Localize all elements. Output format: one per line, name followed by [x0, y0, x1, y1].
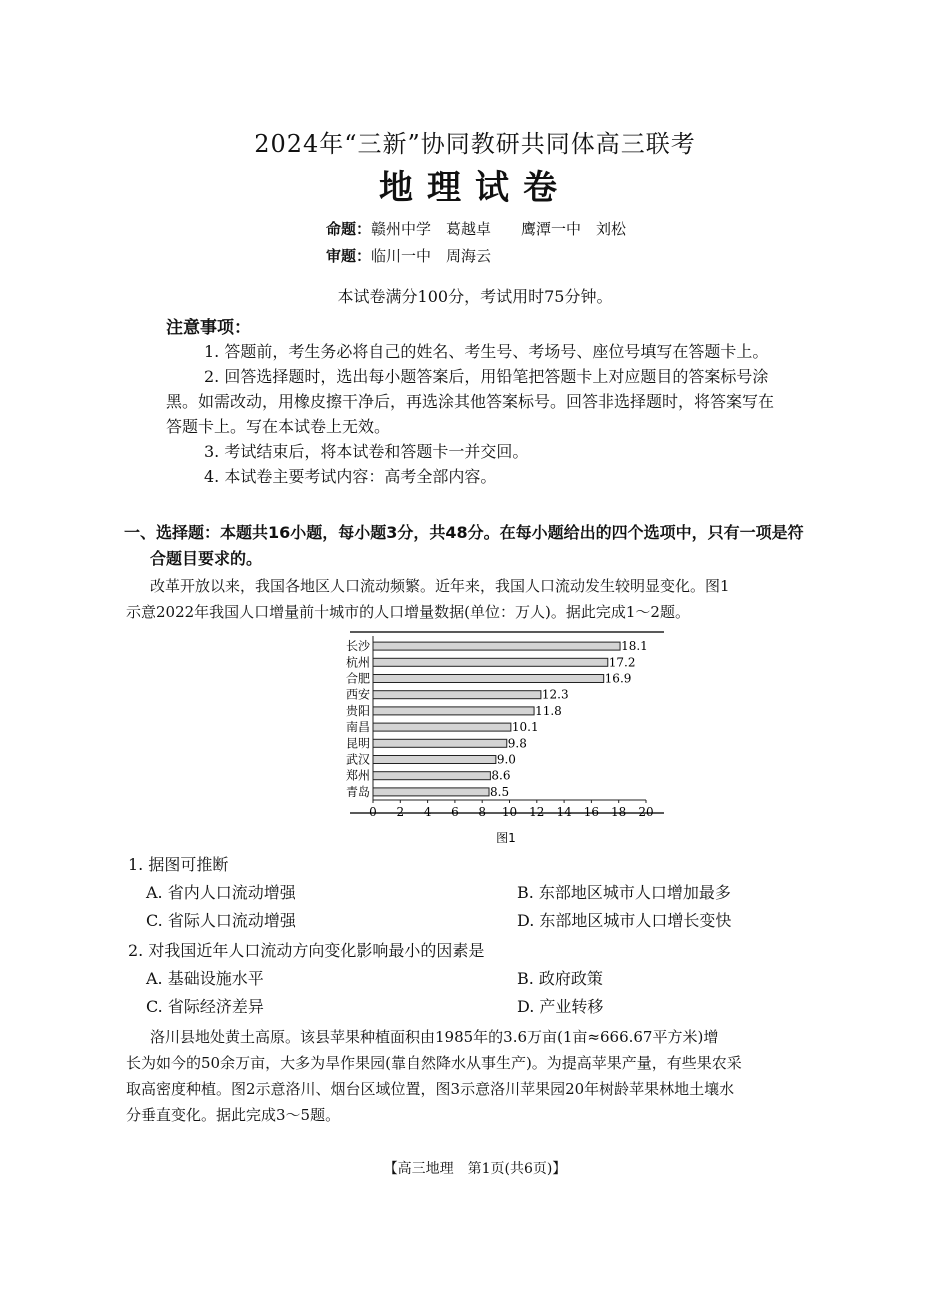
page-footer: 【高三地理 第1页(共6页)】	[383, 1161, 567, 1177]
reviewers-label: 审题：	[326, 247, 372, 265]
intro-line-1: 改革开放以来，我国各地区人口流动频繁。近年来，我国人口流动发生较明显变化。图1	[150, 577, 730, 595]
value-label: 12.3	[541, 687, 569, 702]
proposers-line	[326, 218, 626, 239]
x-tick-label: 14	[556, 805, 572, 819]
category-label: 昆明	[345, 736, 370, 751]
q2-option-b: B. 政府政策	[517, 969, 603, 988]
x-tick-label: 16	[583, 805, 600, 819]
bar	[373, 723, 511, 731]
q1-option-b: B. 东部地区城市人口增加最多	[517, 883, 731, 902]
x-tick-label: 4	[423, 805, 432, 819]
bar	[373, 691, 541, 699]
subject-title: 地理试卷	[379, 168, 571, 208]
category-label: 南昌	[345, 720, 370, 735]
chart-caption: 图1	[496, 831, 516, 843]
exam-title: 2024年“三新”协同教研共同体高三联考	[254, 130, 696, 158]
category-label: 合肥	[345, 671, 370, 686]
note-4: 4. 本试卷主要考试内容：高考全部内容。	[204, 467, 497, 486]
value-label: 8.5	[490, 784, 510, 799]
category-label: 贵阳	[345, 703, 370, 718]
bar	[373, 788, 489, 796]
q2-option-d: D. 产业转移	[517, 997, 604, 1016]
bar	[373, 707, 534, 715]
q1-option-d: D. 东部地区城市人口增长变快	[517, 911, 732, 930]
q2-option-c: C. 省际经济差异	[146, 997, 264, 1016]
value-label: 18.1	[621, 639, 648, 654]
category-label: 长沙	[345, 639, 370, 654]
section-heading-cont: 合题目要求的。	[150, 549, 263, 568]
note-1: 1. 答题前，考生务必将自己的姓名、考生号、考场号、座位号填写在答题卡上。	[204, 342, 769, 361]
bar	[373, 658, 608, 666]
proposers-label: 命题：	[326, 220, 372, 238]
intro-line-2: 示意2022年我国人口增量前十城市的人口增量数据(单位：万人)。据此完成1～2题。	[126, 603, 690, 621]
reviewers-line	[326, 245, 491, 266]
x-tick-label: 18	[611, 805, 627, 819]
x-tick-label: 20	[638, 805, 654, 819]
value-label: 11.8	[535, 703, 562, 718]
q2-option-a: A. 基础设施水平	[146, 969, 264, 988]
value-label: 17.2	[608, 655, 636, 670]
bar	[373, 675, 604, 683]
category-label: 郑州	[345, 768, 370, 783]
reviewers-names: 临川一中 周海云	[371, 247, 492, 265]
bar	[373, 772, 490, 780]
q1-option-c: C. 省际人口流动增强	[146, 911, 296, 930]
value-label: 10.1	[511, 720, 539, 735]
value-label: 16.9	[604, 671, 632, 686]
x-tick-label: 2	[396, 805, 405, 819]
x-tick-label: 8	[478, 805, 487, 819]
note-2: 2. 回答选择题时，选出每小题答案后，用铅笔把答题卡上对应题目的答案标号涂	[204, 367, 769, 386]
x-tick-label: 6	[451, 805, 459, 819]
passage2-line-3: 取高密度种植。图2示意洛川、烟台区域位置，图3示意洛川苹果园20年树龄苹果林地土壤水	[126, 1080, 735, 1098]
bar	[373, 739, 507, 747]
x-tick-label: 12	[529, 805, 545, 819]
q2-stem: 2. 对我国近年人口流动方向变化影响最小的因素是	[128, 941, 485, 960]
q1-stem: 1. 据图可推断	[128, 855, 229, 874]
category-label: 西安	[345, 687, 370, 702]
population-bar-chart	[320, 628, 670, 843]
q1-option-a: A. 省内人口流动增强	[146, 883, 296, 902]
exam-info: 本试卷满分100分，考试用时75分钟。	[337, 287, 613, 306]
category-label: 杭州	[345, 655, 370, 670]
x-tick-label: 0	[369, 805, 377, 819]
x-tick-label: 10	[501, 805, 518, 819]
notes-title: 注意事项：	[166, 318, 251, 338]
bar	[373, 756, 496, 764]
value-label: 8.6	[491, 768, 511, 783]
value-label: 9.8	[507, 736, 527, 751]
passage2-line-4: 分垂直变化。据此完成3～5题。	[126, 1106, 341, 1124]
passage2-line-2: 长为如今的50余万亩，大多为旱作果园(靠自然降水从事生产)。为提高苹果产量，有些果农采	[126, 1054, 742, 1072]
proposers-names: 赣州中学 葛越卓 鹰潭一中 刘松	[371, 220, 627, 238]
category-label: 武汉	[345, 752, 370, 767]
passage2-line-1: 洛川县地处黄土高原。该县苹果种植面积由1985年的3.6万亩(1亩≈666.67平方米)增	[150, 1028, 719, 1046]
note-2-cont2: 答题卡上。写在本试卷上无效。	[166, 417, 391, 436]
category-label: 青岛	[345, 784, 370, 799]
value-label: 9.0	[496, 752, 516, 767]
bar	[373, 642, 620, 650]
note-2-cont: 黑。如需改动，用橡皮擦干净后，再选涂其他答案标号。回答非选择题时，将答案写在	[166, 392, 775, 411]
note-3: 3. 考试结束后，将本试卷和答题卡一并交回。	[204, 442, 529, 461]
section-heading: 一、选择题：本题共16小题，每小题3分，共48分。在每小题给出的四个选项中，只有一项是符	[124, 523, 804, 542]
